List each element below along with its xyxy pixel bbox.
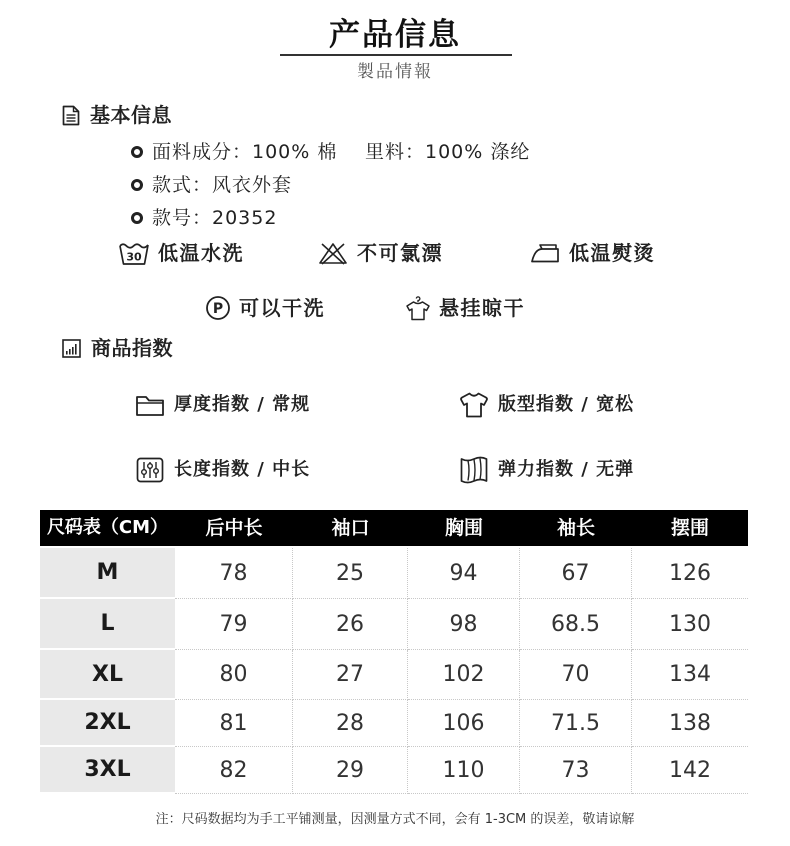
size-label: 3XL [40, 747, 175, 794]
table-row [40, 747, 748, 794]
care-no-bleach [317, 239, 443, 267]
index-label: 弹力指数 / 无弹 [498, 459, 635, 480]
size-label: M [40, 548, 175, 599]
elasticity-index [459, 456, 634, 484]
care-label: 悬挂晾干 [439, 296, 525, 320]
column-header-chest: 胸围 [444, 517, 483, 539]
table-header-row [40, 510, 748, 546]
style-number-text: 款号：20352 [152, 207, 278, 229]
index-label: 版型指数 / 宽松 [498, 394, 635, 415]
fabric-stretch-icon [459, 456, 489, 484]
care-low-temp-wash [118, 239, 244, 267]
bullet-ring-icon [131, 179, 143, 191]
measurement-cell: 73 [520, 747, 632, 794]
table-row [40, 650, 748, 700]
column-header-size-chart: 尺码表（CM） [46, 517, 169, 538]
folder-icon [135, 393, 165, 417]
bar-chart-icon [62, 339, 81, 358]
table-row [40, 548, 748, 599]
table-body [40, 548, 748, 794]
measurement-cell: 134 [632, 650, 748, 700]
bullet-ring-icon [131, 146, 143, 158]
size-label: XL [40, 650, 175, 700]
measurement-cell: 28 [293, 700, 408, 747]
page-subtitle: 製品情報 [357, 62, 433, 82]
measurement-cell: 26 [293, 599, 408, 650]
measurement-cell: 29 [293, 747, 408, 794]
measurement-cell: 102 [408, 650, 520, 700]
fit-index [459, 391, 634, 419]
measurement-cell: 98 [408, 599, 520, 650]
table-row [40, 599, 748, 650]
length-index [135, 456, 310, 484]
table-row [40, 700, 748, 747]
measurement-cell: 130 [632, 599, 748, 650]
dry-clean-icon [205, 295, 231, 321]
wash-30-icon [118, 240, 150, 266]
measurement-cell: 27 [293, 650, 408, 700]
care-label: 不可氯漂 [357, 241, 443, 265]
index-label: 长度指数 / 中长 [174, 459, 311, 480]
care-label: 低温水洗 [158, 241, 244, 265]
wash-temperature-text: 30 [126, 250, 142, 264]
measurement-cell: 110 [408, 747, 520, 794]
size-label: 2XL [40, 700, 175, 747]
tshirt-icon [459, 391, 489, 419]
document-icon [62, 105, 80, 126]
index-label: 厚度指数 / 常规 [174, 394, 311, 415]
shell-fabric-text: 面料成分：100% 棉 [152, 141, 338, 163]
page-title: 产品信息 [329, 17, 461, 53]
basic-info-heading [62, 103, 172, 127]
measurement-cell: 68.5 [520, 599, 632, 650]
measurement-cell: 80 [175, 650, 293, 700]
low-temp-iron-icon [529, 242, 561, 264]
style-item [131, 173, 292, 197]
column-header-cuff: 袖口 [331, 517, 370, 539]
measurement-footnote: 注：尺码数据均为手工平铺测量，因测量方式不同，会有 1-3CM 的误差，敬请谅解 [155, 812, 635, 827]
size-label: L [40, 599, 175, 650]
measurement-cell: 142 [632, 747, 748, 794]
measurement-cell: 79 [175, 599, 293, 650]
measurement-cell: 106 [408, 700, 520, 747]
care-dry-clean [205, 294, 325, 322]
measurement-cell: 82 [175, 747, 293, 794]
slider-icon [135, 457, 165, 483]
measurement-cell: 138 [632, 700, 748, 747]
measurement-cell: 25 [293, 548, 408, 599]
size-table [40, 510, 748, 794]
product-index-heading-label: 商品指数 [91, 336, 173, 360]
column-header-sleeve-length: 袖长 [556, 517, 595, 539]
title-underline [280, 54, 512, 56]
measurement-cell: 70 [520, 650, 632, 700]
measurement-cell: 71.5 [520, 700, 632, 747]
style-text: 款式：风衣外套 [152, 174, 293, 196]
measurement-cell: 94 [408, 548, 520, 599]
measurement-cell: 126 [632, 548, 748, 599]
measurement-cell: 78 [175, 548, 293, 599]
product-index-heading [62, 336, 173, 360]
dry-clean-letter: P [212, 301, 224, 317]
care-hang-dry [405, 294, 525, 322]
bullet-ring-icon [131, 212, 143, 224]
basic-info-heading-label: 基本信息 [90, 103, 172, 127]
care-low-temp-iron [529, 239, 655, 267]
thickness-index [135, 391, 310, 419]
column-header-hem: 摆围 [670, 517, 709, 539]
lining-fabric-text: 里料：100% 涤纶 [365, 141, 531, 163]
hang-dry-icon [405, 295, 431, 321]
column-header-back-length: 后中长 [205, 517, 263, 539]
no-bleach-icon [317, 241, 349, 265]
measurement-cell: 81 [175, 700, 293, 747]
care-label: 低温熨烫 [569, 241, 655, 265]
measurement-cell: 67 [520, 548, 632, 599]
style-number-item [131, 206, 277, 230]
care-label: 可以干洗 [239, 296, 325, 320]
fabric-composition-item [131, 140, 337, 164]
